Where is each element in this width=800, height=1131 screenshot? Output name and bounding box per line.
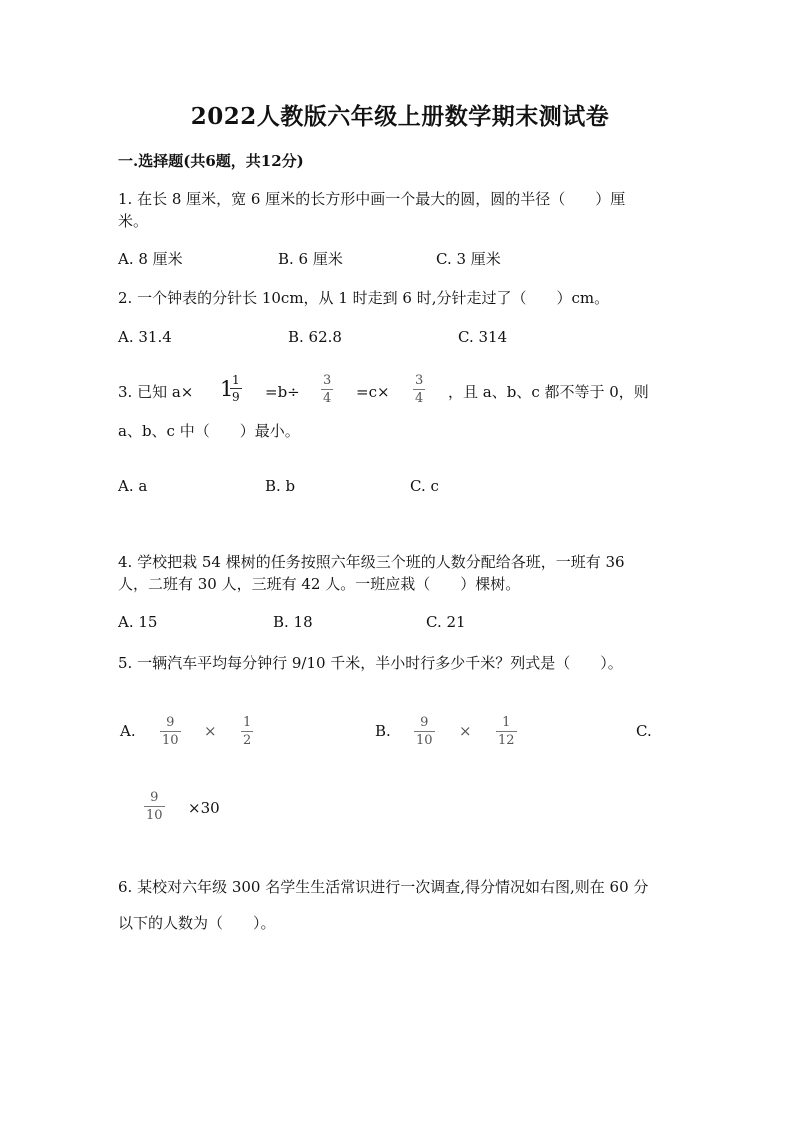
question-1-line-1: 1. 在长 8 厘米，宽 6 厘米的长方形中画一个最大的圆，圆的半径（ ）厘 — [118, 190, 626, 208]
question-4-option-a: A. 15 — [118, 613, 158, 631]
question-2-text: 2. 一个钟表的分针长 10cm，从 1 时走到 6 时,分针走过了（ ）cm。 — [118, 289, 610, 307]
question-2-option-b: B. 62.8 — [288, 328, 342, 346]
fraction-denominator: 10 — [416, 733, 433, 748]
question-3-fraction-3 — [413, 374, 425, 405]
question-5-option-a-fraction-1 — [160, 716, 181, 747]
question-5-option-a-label: A. — [120, 722, 136, 740]
fraction-numerator: 1 — [232, 373, 240, 387]
fraction-denominator: 2 — [243, 733, 252, 748]
question-5-option-a-fraction-2 — [241, 716, 253, 747]
fraction-denominator: 12 — [498, 733, 515, 748]
question-1-option-b: B. 6 厘米 — [278, 250, 343, 268]
question-3-equals-b: =b÷ — [265, 383, 300, 401]
page-title: 2022人教版六年级上册数学期末测试卷 — [190, 103, 610, 130]
question-3-line-2: a、b、c 中（ ）最小。 — [118, 422, 300, 440]
question-3-suffix: ，且 a、b、c 都不等于 0，则 — [448, 383, 649, 401]
question-3-option-b: B. b — [265, 477, 296, 495]
question-5-option-b-fraction-2 — [496, 716, 517, 747]
question-3-option-c: C. c — [410, 477, 439, 495]
fraction-denominator: 9 — [232, 390, 240, 404]
question-1-option-a: A. 8 厘米 — [118, 250, 183, 268]
question-1-line-2: 米。 — [118, 212, 149, 230]
question-5-option-b-label: B. — [375, 722, 391, 740]
fraction-numerator: 9 — [150, 790, 159, 805]
fraction-numerator: 1 — [502, 715, 511, 730]
question-6-line-1: 6. 某校对六年级 300 名学生生活常识进行一次调查,得分情况如右图,则在 60 分 — [118, 878, 649, 896]
fraction-numerator: 9 — [166, 715, 175, 730]
question-3-option-a: A. a — [118, 477, 148, 495]
question-2-option-a: A. 31.4 — [118, 328, 172, 346]
fraction-numerator: 3 — [415, 373, 424, 388]
question-3-fraction-1 — [230, 374, 242, 403]
question-5-option-c-fraction — [144, 791, 165, 822]
question-5-option-c-label: C. — [636, 722, 652, 740]
question-2-option-c: C. 314 — [458, 328, 508, 346]
section-heading: 一.选择题(共6题，共12分) — [118, 152, 304, 170]
question-4-line-1: 4. 学校把栽 54 棵树的任务按照六年级三个班的人数分配给各班，一班有 36 — [118, 553, 625, 571]
question-3-mixed-whole: 1 — [220, 377, 234, 401]
fraction-denominator: 10 — [162, 733, 179, 748]
fraction-numerator: 3 — [323, 373, 332, 388]
question-5-option-b-times: × — [459, 722, 472, 740]
question-5-text: 5. 一辆汽车平均每分钟行 9/10 千米，半小时行多少千米？列式是（ ）。 — [118, 654, 623, 672]
fraction-numerator: 9 — [420, 715, 429, 730]
question-4-option-b: B. 18 — [273, 613, 313, 631]
fraction-denominator: 4 — [323, 391, 332, 406]
question-5-option-a-times: × — [204, 722, 217, 740]
question-3-prefix: 3. 已知 a× — [118, 383, 194, 401]
question-1-option-c: C. 3 厘米 — [436, 250, 501, 268]
question-3-fraction-2 — [321, 374, 333, 405]
question-5-option-b-fraction-1 — [414, 716, 435, 747]
question-4-option-c: C. 21 — [426, 613, 466, 631]
fraction-denominator: 4 — [415, 391, 424, 406]
question-5-option-c-tail: ×30 — [188, 799, 220, 817]
fraction-numerator: 1 — [243, 715, 252, 730]
question-4-line-2: 人，二班有 30 人，三班有 42 人。一班应栽（ ）棵树。 — [118, 575, 521, 593]
question-6-line-2: 以下的人数为（ ）。 — [118, 914, 276, 932]
fraction-denominator: 10 — [146, 808, 163, 823]
question-3-equals-c: =c× — [356, 383, 390, 401]
